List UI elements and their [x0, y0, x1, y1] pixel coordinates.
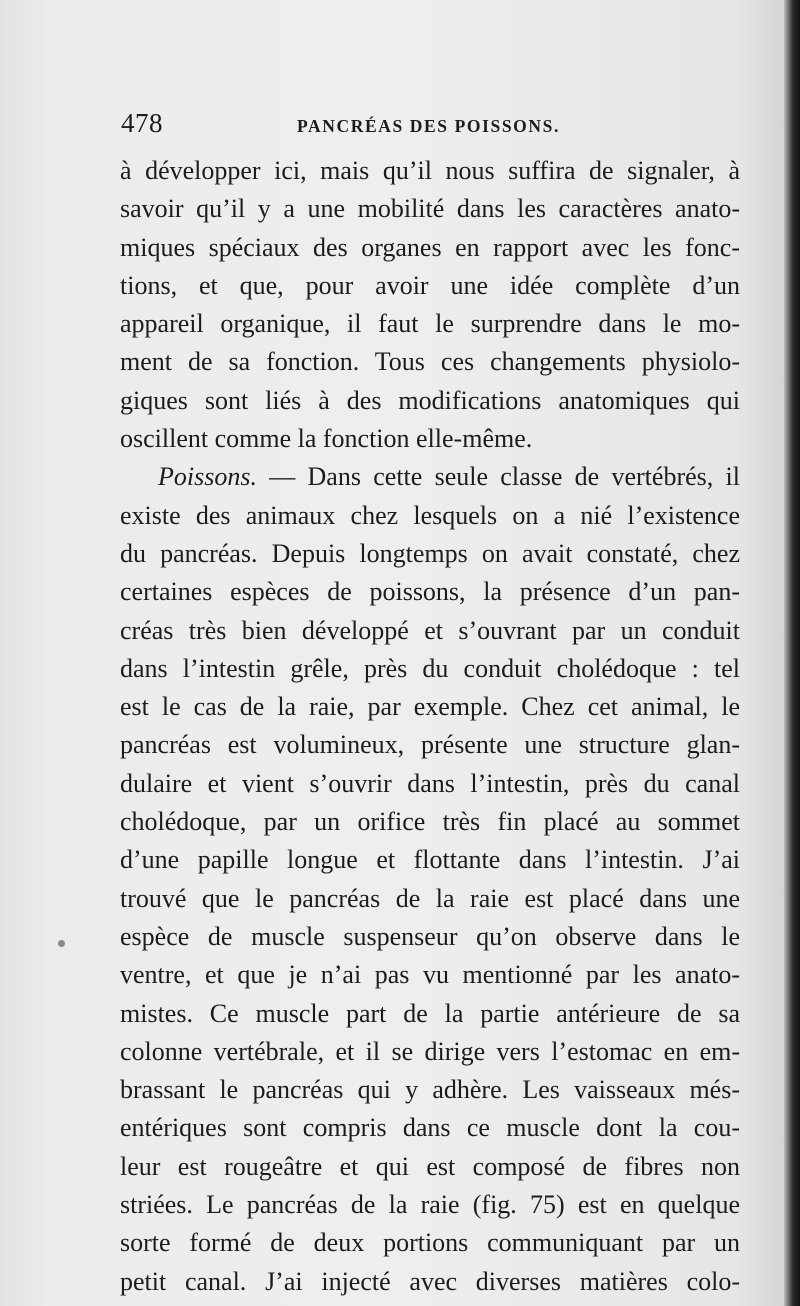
text-line: créas très bien développé et s’ouvrant par un conduit	[120, 615, 740, 645]
section-line	[120, 458, 740, 496]
text-line: brassant le pancréas qui y adhère. Les vaisseaux més-	[120, 1075, 740, 1105]
running-title: PANCRÉAS DES POISSONS.	[297, 116, 560, 136]
text-line: appareil organique, il faut le surprendre dans le mo-	[120, 309, 740, 339]
text-line: mistes. Ce muscle part de la partie antérieure de sa	[120, 998, 740, 1028]
text-line: petit canal. J’ai injecté avec diverses matières colo-	[120, 1266, 740, 1296]
section-heading: Poissons.	[158, 462, 257, 492]
body-text	[120, 152, 740, 1301]
text-line: certaines espèces de poissons, la présence d’un pan-	[120, 577, 740, 607]
text-line: est le cas de la raie, par exemple. Chez cet animal, le	[120, 692, 740, 722]
text-line: à développer ici, mais qu’il nous suffira de signaler, à	[120, 156, 740, 185]
text-line: ventre, et que je n’ai pas vu mentionné par les anato-	[120, 960, 740, 990]
text-line: miques spéciaux des organes en rapport avec les fonc-	[120, 232, 740, 262]
text-line: colonne vertébrale, et il se dirige vers l’estomac en em-	[120, 1036, 740, 1066]
page-number: 478	[121, 108, 163, 138]
text-line: du pancréas. Depuis longtemps on avait constaté, chez	[120, 538, 740, 568]
text-line: dulaire et vient s’ouvrir dans l’intestin, près du canal	[120, 768, 740, 798]
page-header	[121, 108, 681, 144]
page-edge-shadow	[784, 0, 800, 1306]
text-line: dans l’intestin grêle, près du conduit cholédoque : tel	[120, 653, 740, 683]
text-line: espèce de muscle suspenseur qu’on observe dans le	[120, 921, 740, 951]
text-line: existe des animaux chez lesquels on a nié l’existence	[120, 500, 740, 530]
text-line: tions, et que, pour avoir une idée complète d’un	[120, 270, 740, 300]
text-line: d’une papille longue et flottante dans l’intestin. J’ai	[120, 845, 740, 875]
text-line: leur est rougeâtre et qui est composé de fibres non	[120, 1151, 740, 1181]
text-line: entériques sont compris dans ce muscle dont la cou-	[120, 1113, 740, 1143]
text-line: sorte formé de deux portions communiquant par un	[120, 1228, 740, 1258]
text-line: giques sont liés à des modifications anatomiques qui	[120, 385, 740, 415]
paper-speck	[58, 940, 65, 947]
text-line: pancréas est volumineux, présente une structure glan-	[120, 730, 740, 760]
text-line: oscillent comme la fonction elle-même.	[120, 424, 533, 454]
text-line: striées. Le pancréas de la raie (fig. 75) est en quelque	[120, 1190, 740, 1220]
text-line: trouvé que le pancréas de la raie est placé dans une	[120, 883, 740, 913]
text-line: cholédoque, par un orifice très fin placé au sommet	[120, 807, 740, 837]
text-line: ment de sa fonction. Tous ces changements physiolo-	[120, 347, 740, 377]
text-line: savoir qu’il y a une mobilité dans les caractères anato-	[120, 194, 740, 224]
section-line-text: — Dans cette seule classe de vertébrés, il	[269, 462, 740, 492]
